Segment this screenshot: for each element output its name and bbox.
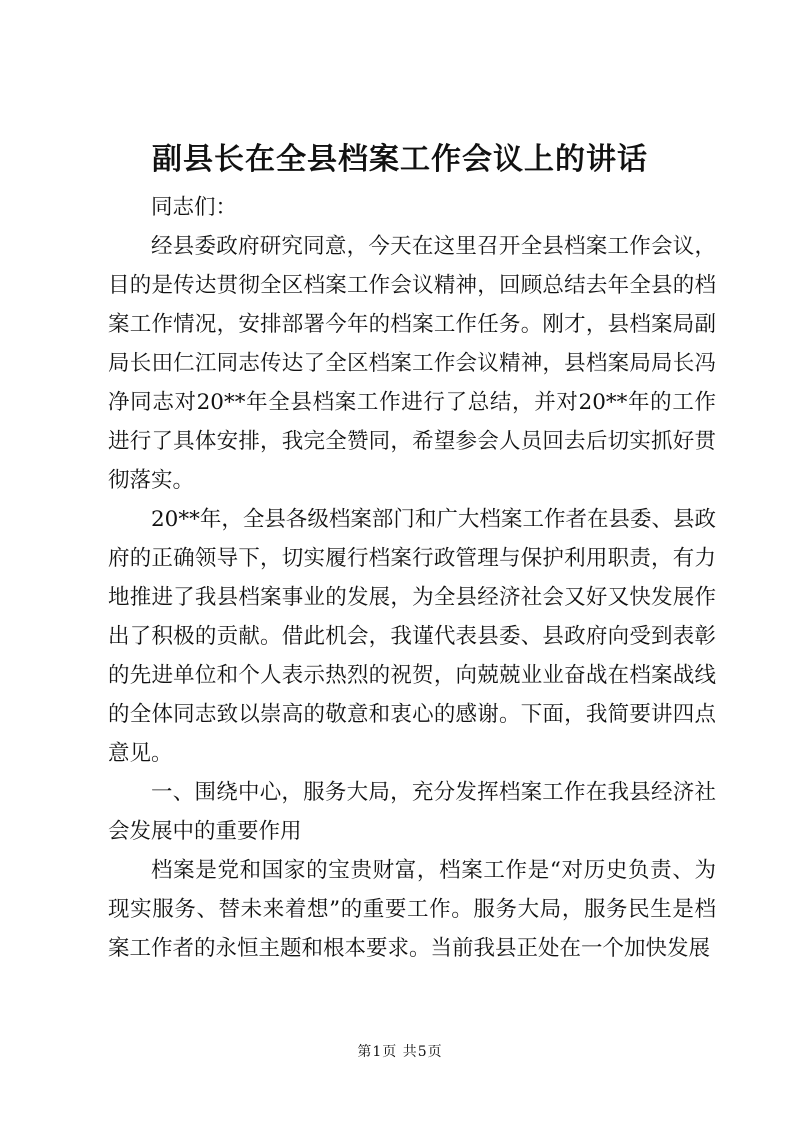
body-paragraph: 档案是党和国家的宝贵财富，档案工作是“对历史负责、为现实服务、替未来着想”的重要工作。服务大局，服务民生是档案工作者的永恒主题和根本要求。当前我县正处在一个加快发展 — [108, 858, 716, 961]
document-body — [108, 188, 716, 968]
section-heading: 一、围绕中心，服务大局，充分发挥档案工作在我县经济社会发展中的重要作用 — [108, 780, 716, 844]
body-paragraph: 20**年，全县各级档案部门和广大档案工作者在县委、县政府的正确领导下，切实履行档案行政管理与保护利用职责，有力地推进了我县档案事业的发展，为全县经济社会又好又快发展作出了积极的贡献。借此机会，我谨代表县委、县政府向受到表彰的先进单位和个人表示热烈的祝贺，向兢兢业业奋战在档案战线的全体同志致以崇高的敬意和衷心的感谢。下面，我简要讲四点意见。 — [108, 507, 716, 766]
document-title: 副县长在全县档案工作会议上的讲话 — [152, 142, 648, 177]
page-number-footer: 第1页 共5页 — [357, 1044, 443, 1060]
salutation-paragraph: 同志们： — [151, 195, 238, 220]
body-paragraph: 经县委政府研究同意，今天在这里召开全县档案工作会议，目的是传达贯彻全区档案工作会议精神，回顾总结去年全县的档案工作情况，安排部署今年的档案工作任务。刚才，县档案局副局长田仁江同志传达了全区档案工作会议精神，县档案局局长冯净同志对20**年全县档案工作进行了总结，并对20**年的工作进行了具体安排，我完全赞同，希望参会人员回去后切实抓好贯彻落实。 — [108, 234, 716, 493]
